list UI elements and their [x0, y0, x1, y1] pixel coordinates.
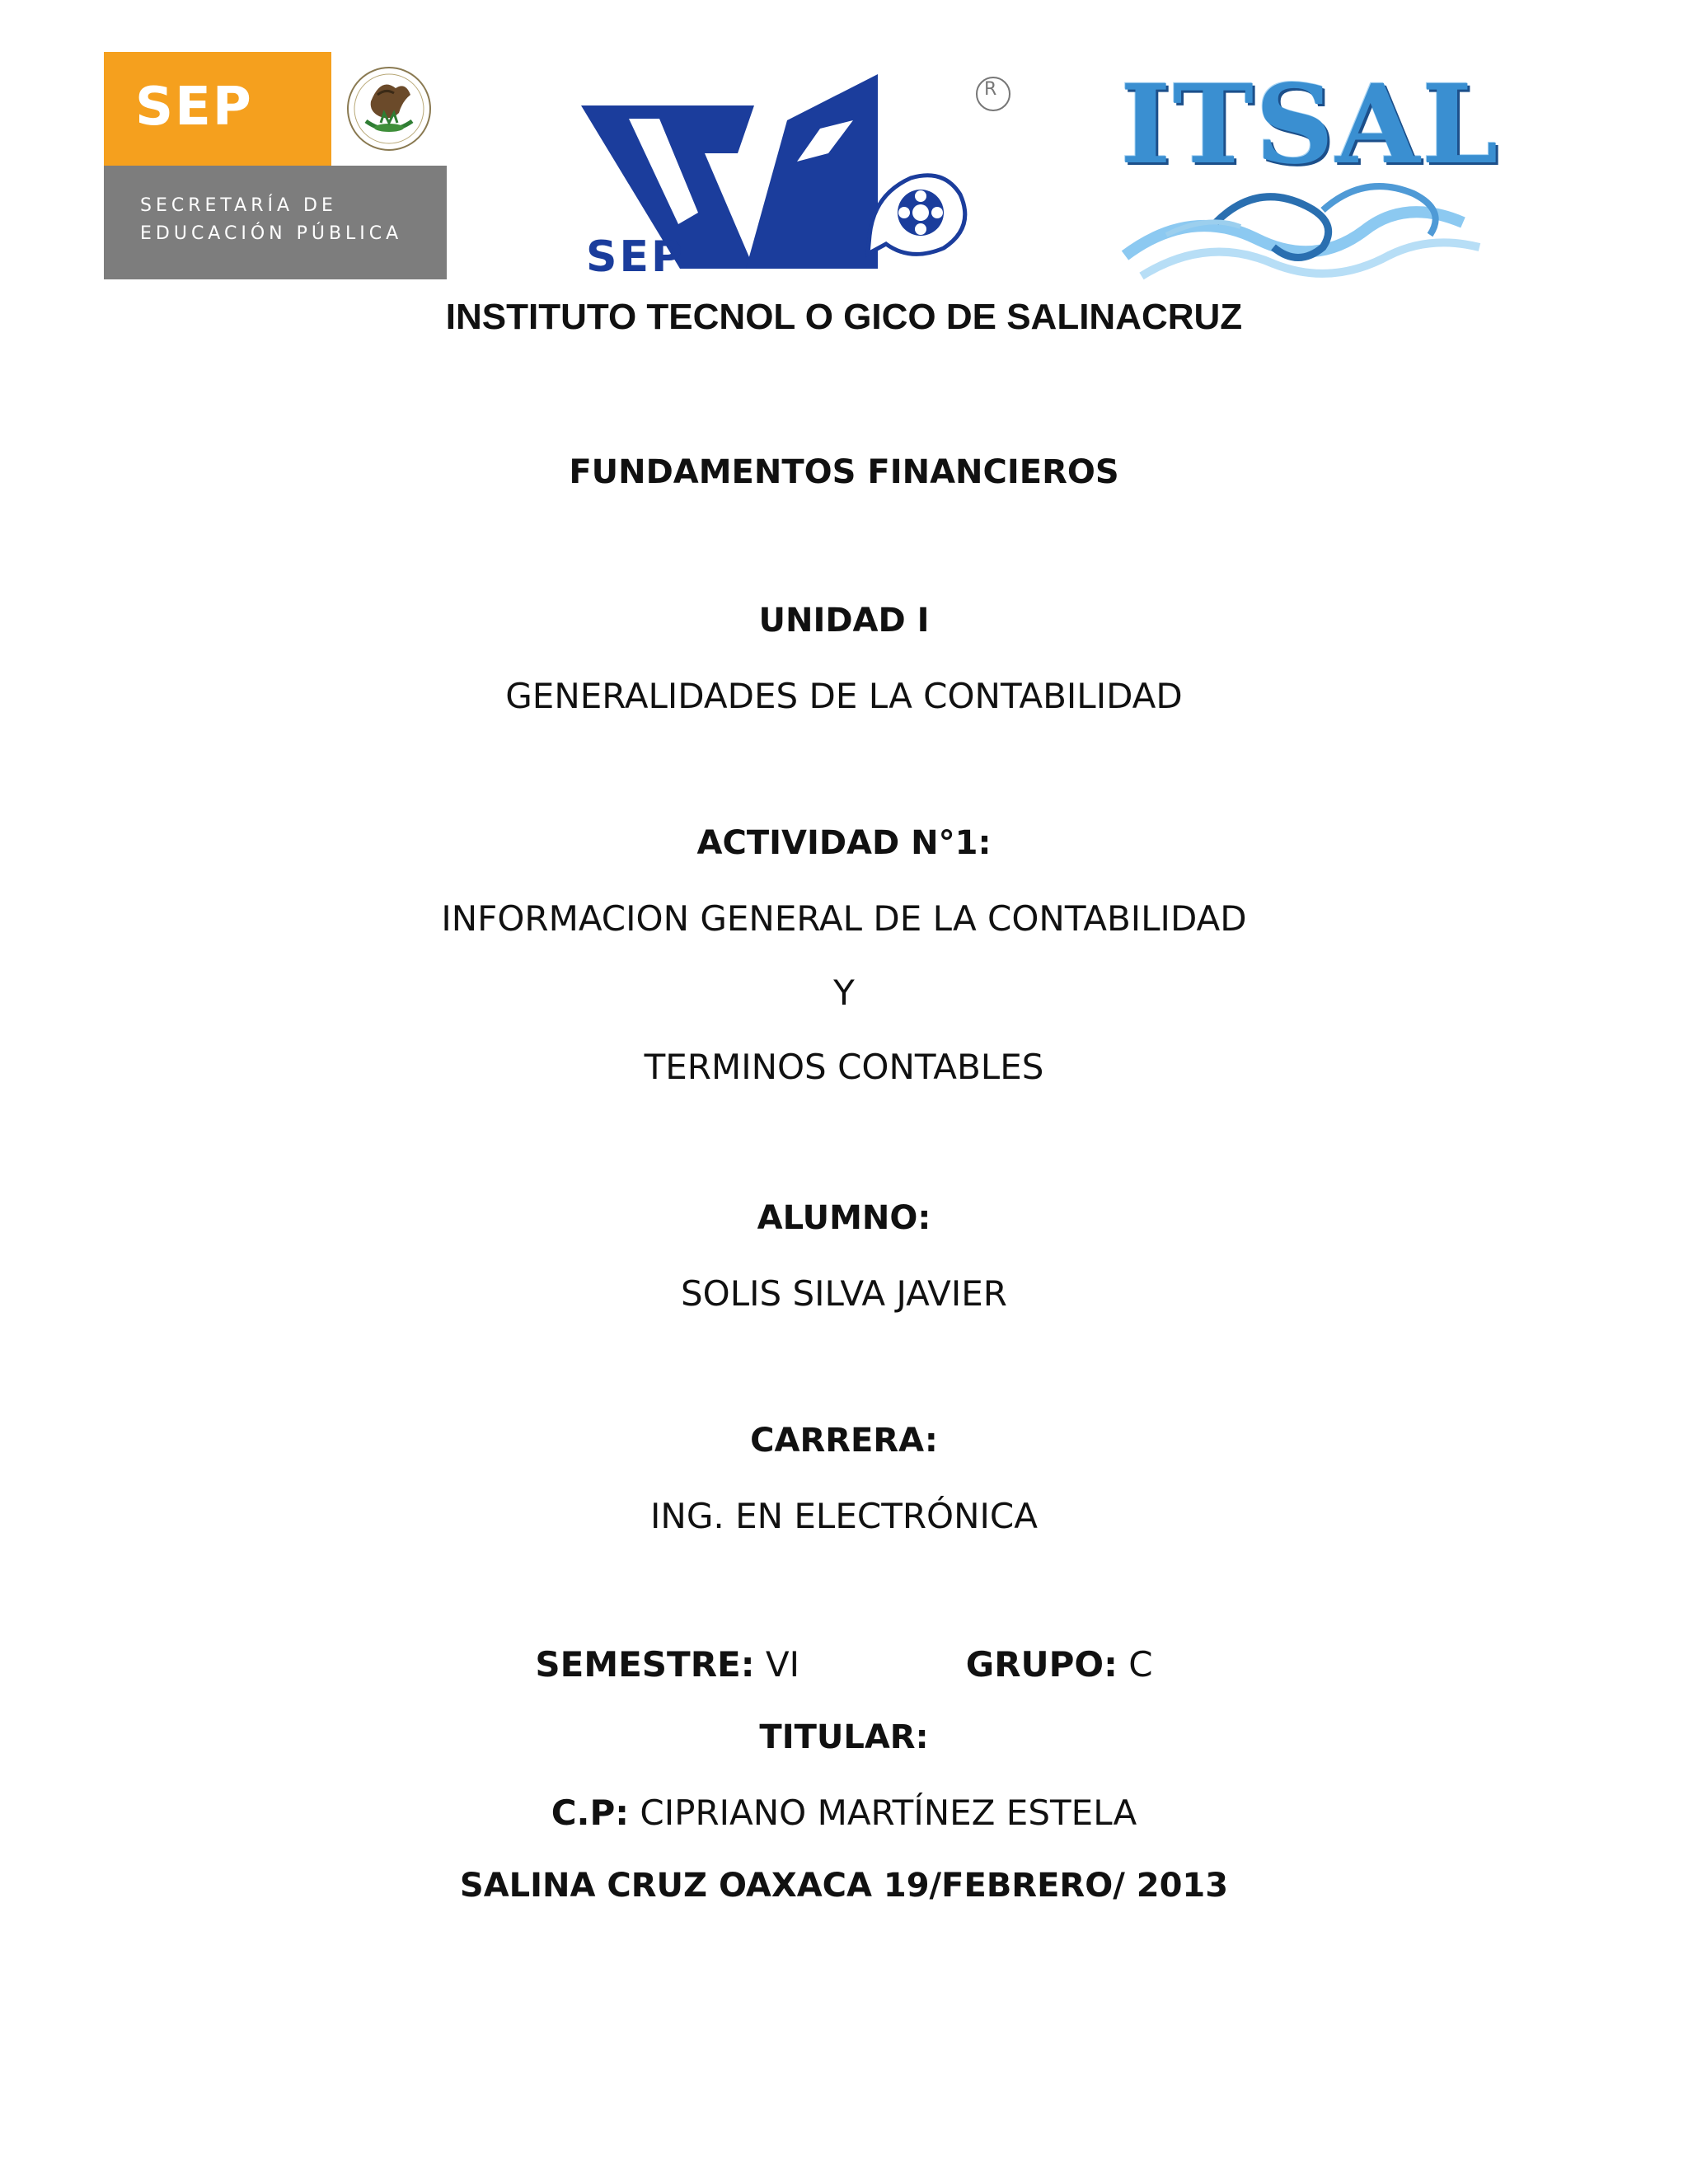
waves-icon — [1117, 66, 1504, 288]
semester-group-row — [0, 1644, 1688, 1685]
cp-label: C.P: — [551, 1793, 630, 1833]
activity-line-3: TERMINOS CONTABLES — [644, 1047, 1044, 1087]
semester-label: SEMESTRE: — [535, 1644, 755, 1685]
sep-line-2: EDUCACIÓN PÚBLICA — [140, 223, 403, 244]
teacher-name: CIPRIANO MARTÍNEZ ESTELA — [640, 1793, 1137, 1833]
mexico-coat-of-arms-icon — [331, 52, 447, 166]
activity-line-2: Y — [833, 972, 855, 1013]
group-label: GRUPO: — [965, 1644, 1118, 1685]
subject-title: FUNDAMENTOS FINANCIEROS — [569, 453, 1119, 491]
student-label: ALUMNO: — [757, 1199, 931, 1237]
activity-label: ACTIVIDAD N°1: — [696, 824, 992, 862]
sep-orange-block — [104, 52, 331, 166]
unit-name: GENERALIDADES DE LA CONTABILIDAD — [505, 676, 1183, 716]
itsal-logo — [1117, 61, 1504, 288]
sep-acronym: SEP — [135, 77, 253, 138]
sep-line-1: SECRETARÍA DE — [140, 195, 337, 216]
career-label: CARRERA: — [750, 1422, 938, 1460]
place-date: SALINA CRUZ OAXACA 19/FEBRERO/ 2013 — [459, 1867, 1229, 1905]
itsal-name: ITSAL — [1120, 61, 1500, 189]
sep-grey-block — [104, 166, 447, 279]
unit-label: UNIDAD I — [758, 602, 930, 640]
career-name: ING. EN ELECTRÓNICA — [650, 1496, 1038, 1536]
registered-mark: R — [984, 79, 997, 100]
teacher-label: TITULAR: — [759, 1718, 929, 1756]
semester-value: VI — [765, 1644, 800, 1685]
teacher-row — [0, 1793, 1688, 1833]
sep-secretaria-logo — [104, 52, 447, 279]
student-name: SOLIS SILVA JAVIER — [680, 1273, 1007, 1314]
sep-blue-logo — [581, 71, 1034, 282]
activity-line-1: INFORMACION GENERAL DE LA CONTABILIDAD — [441, 898, 1247, 939]
institute-name: INSTITUTO TECNOL O GICO DE SALINACRUZ — [445, 297, 1243, 337]
sep-blue-acronym: SEP — [586, 232, 686, 282]
group-value: C — [1128, 1644, 1153, 1685]
